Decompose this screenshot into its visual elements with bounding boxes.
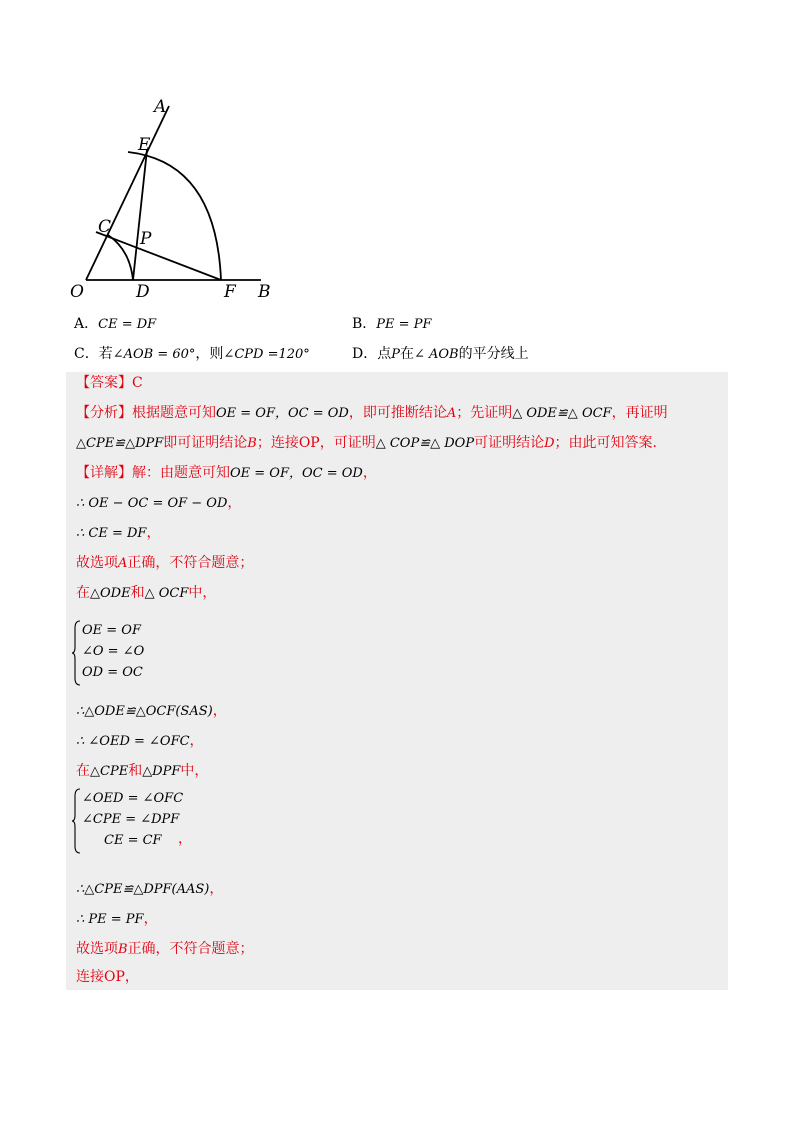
option-d-mid: 在: [399, 346, 414, 362]
intro-text: 中，: [188, 585, 217, 601]
label-e: E: [138, 135, 151, 155]
step-comma: ，: [146, 525, 161, 541]
step-comma: ，: [189, 733, 204, 749]
option-b-math: PE = PF: [376, 317, 432, 332]
step-2: [76, 522, 160, 545]
step-1: [76, 492, 241, 515]
segment-de: [133, 150, 147, 280]
step-math: ∴ CE = DF: [76, 526, 147, 541]
system-2-comma: ，: [178, 831, 192, 847]
option-c-mid: ，则: [195, 346, 224, 362]
analysis-text: ，即可推断结论: [348, 405, 447, 421]
analysis-line-2: [76, 432, 657, 455]
analysis-math: B: [247, 436, 257, 451]
detail-text: 解：由题意可知: [132, 465, 230, 481]
analysis-math: D: [544, 436, 555, 451]
label-d: D: [136, 282, 150, 302]
intro-text: 和: [130, 585, 145, 601]
analysis-math: △ COP≌△ DOP: [375, 436, 475, 451]
intro-text: 和: [128, 763, 143, 779]
intro-math: △ OCF: [144, 586, 189, 601]
system-2: [82, 788, 183, 851]
intro-text: 中，: [180, 763, 209, 779]
answer-value: C: [132, 375, 143, 391]
option-c-math1: ∠AOB = 60°: [112, 347, 196, 362]
conclusion-text: 正确，不符合题意；: [127, 941, 254, 957]
step-math: ∴△CPE≌△DPF(AAS): [76, 882, 210, 897]
conclusion-math: B: [118, 942, 128, 957]
analysis-line-1: [76, 402, 668, 425]
conclusion-text: 故选项: [76, 555, 118, 571]
triangle-intro-2: [76, 760, 208, 783]
system-2-row: ∠CPE = ∠DPF: [82, 812, 180, 827]
option-a-math: CE = DF: [98, 317, 157, 332]
brace-1: [72, 620, 82, 686]
label-f: F: [224, 282, 236, 302]
step-math: ∴ PE = PF: [76, 912, 144, 927]
option-d-prefix: D．点: [352, 346, 392, 362]
analysis-text: ；先证明: [456, 405, 513, 421]
detail-label: 【详解】: [76, 465, 132, 481]
label-b: B: [258, 282, 271, 302]
triangle-intro-1: [76, 582, 216, 605]
answer-line: [76, 372, 143, 394]
step-comma: ，: [143, 911, 158, 927]
option-c: [74, 344, 310, 365]
conclusion-text: 正确，不符合题意；: [127, 555, 254, 571]
answer-label: 【答案】: [76, 375, 132, 391]
label-c: C: [98, 217, 112, 237]
step-3: [76, 700, 227, 723]
analysis-math: A: [446, 406, 457, 421]
option-d-math1: P: [391, 347, 400, 362]
detail-line: [76, 462, 377, 485]
option-c-math2: ∠CPD =120°: [223, 347, 310, 362]
step-math: ∴ ∠OED = ∠OFC: [76, 734, 190, 749]
step-comma: ，: [212, 703, 227, 719]
intro-math: △CPE: [90, 764, 129, 779]
step-math: ∴△ODE≌△OCF(SAS): [76, 704, 213, 719]
step-comma: ，: [227, 495, 242, 511]
option-c-prefix: C．若: [74, 346, 113, 362]
segment-cf: [96, 232, 221, 280]
conclusion-a: [76, 552, 253, 575]
analysis-text: ，再证明: [611, 405, 668, 421]
step-6: [76, 908, 158, 931]
option-a-prefix: A．: [74, 316, 99, 332]
arc-ef: [128, 152, 221, 280]
analysis-text: 可证明结论: [474, 435, 545, 451]
option-d-suffix: 的平分线上: [458, 346, 529, 362]
system-1-row: OD = OC: [82, 665, 143, 680]
option-d: [352, 344, 529, 365]
analysis-math: △ ODE≌△ OCF: [512, 406, 612, 421]
label-p: P: [140, 229, 152, 249]
analysis-math: OE = OF，OC = OD: [216, 406, 349, 421]
analysis-text: 即可证明结论: [163, 435, 248, 451]
detail-math: OE = OF，OC = OD: [230, 466, 363, 481]
detail-text: ，: [362, 465, 377, 481]
analysis-text: ；由此可知答案.: [554, 435, 657, 451]
conclusion-math: A: [118, 556, 128, 571]
system-1: [82, 620, 144, 683]
label-o: O: [70, 282, 84, 302]
option-b: [352, 314, 431, 335]
solution-panel: [66, 372, 728, 990]
system-2-row: ∠OED = ∠OFC: [82, 791, 184, 806]
intro-math: △ODE: [90, 586, 131, 601]
system-1-row: ∠O = ∠O: [82, 644, 145, 659]
geometry-diagram: [66, 92, 286, 304]
analysis-label: 【分析】: [76, 405, 132, 421]
analysis-text: 根据题意可知: [132, 405, 216, 421]
intro-math: △DPF: [142, 764, 181, 779]
step-5: [76, 878, 223, 901]
brace-2: [72, 788, 82, 854]
system-2-row: CE = CF: [104, 833, 162, 848]
system-1-row: OE = OF: [82, 623, 141, 638]
option-a: [74, 314, 156, 335]
option-d-math2: ∠ AOB: [413, 347, 459, 362]
geometry-figure: [66, 92, 286, 304]
conclusion-text: 故选项: [76, 941, 118, 957]
label-a: A: [154, 97, 167, 117]
option-b-prefix: B．: [352, 316, 377, 332]
conclusion-b: [76, 938, 254, 961]
intro-text: 在: [76, 585, 90, 601]
step-comma: ，: [209, 881, 224, 897]
step-4: [76, 730, 204, 753]
analysis-text: ；连接OP，可证明: [256, 435, 376, 451]
intro-text: 在: [76, 763, 90, 779]
analysis-math: △CPE≌△DPF: [76, 436, 164, 451]
connect-op: 连接OP，: [76, 969, 139, 985]
ray-oa: [86, 106, 169, 280]
step-math: ∴ OE − OC = OF − OD: [76, 496, 228, 511]
